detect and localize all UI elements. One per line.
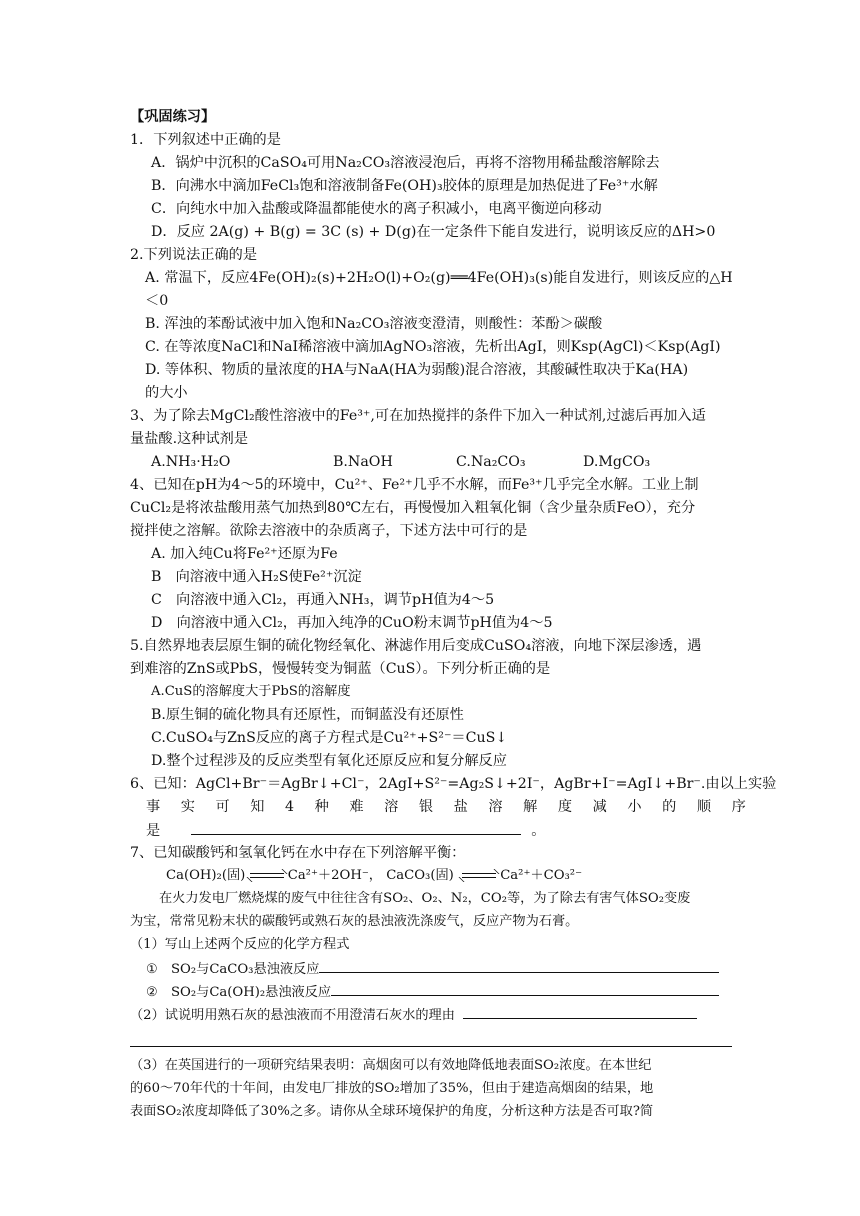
q6-word: 银 (418, 799, 434, 815)
q7-sub3-cont-2: 表面SO₂浓度却降低了30%之多。请你从全球环境保护的角度，分析这种方法是否可取?简 (130, 1104, 654, 1119)
q4-option-d: D 向溶液中通入Cl₂，再加入纯净的CuO粉末调节pH值为4～5 (151, 615, 553, 631)
q6-word: 溶 (384, 799, 399, 815)
q6-word: 度 (557, 799, 573, 815)
q6-word: 4 (285, 799, 295, 815)
q6-word: 种 (314, 799, 329, 815)
q6-word: 减 (592, 799, 607, 815)
q7-sub2-label: （2）试说明用熟石灰的悬浊液而不用澄清石灰水的理由 (130, 1008, 455, 1023)
q6-word: 溶 (488, 799, 503, 815)
q2-option-c: C. 在等浓度NaCl和NaI稀溶液中滴加AgNO₃溶液，先析出AgI，则Ksp(AgCl)＜Ksp(AgI) (145, 339, 721, 355)
q3-option-d: D.MgCO₃ (583, 454, 651, 470)
q6-word: 事 (146, 799, 161, 815)
q5-option-a: A.CuS的溶解度大于PbS的溶解度 (151, 684, 351, 699)
q6-question (146, 796, 746, 818)
q2-option-a-cont: ＜0 (145, 293, 169, 309)
q7-sub2-answer-line[interactable] (130, 1046, 732, 1047)
q1-option-a: A．锅炉中沉积的CaSO₄可用Na₂CO₃溶液浸泡后，再将不溶物用稀盐酸溶解除去 (151, 155, 660, 171)
q7-sub1b-blank[interactable] (331, 980, 719, 996)
q4-option-a: A. 加入纯Cu将Fe²⁺还原为Fe (151, 546, 338, 562)
q5-option-d: D.整个过程涉及的反应类型有氧化还原反应和复分解反应 (151, 753, 507, 769)
q5-option-b: B.原生铜的硫化物具有还原性，而铜蓝没有还原性 (151, 707, 464, 723)
eq1-left: Ca(OH)₂(固) (166, 868, 246, 883)
q2-option-b: B. 浑浊的苯酚试液中加入饱和Na₂CO₃溶液变澄清，则酸性：苯酚＞碳酸 (145, 316, 603, 332)
q6-word: 序 (731, 799, 746, 815)
q1-stem: 1．下列叙述中正确的是 (130, 132, 281, 148)
q7-sub1b (146, 980, 719, 1004)
q2-stem: 2.下列说法正确的是 (130, 247, 258, 263)
q3-option-a: A.NH₃·H₂O (151, 454, 231, 470)
q6-answer-blank[interactable] (191, 819, 521, 835)
q1-option-b: B．向沸水中滴加FeCl₃饱和溶液制备Fe(OH)₃胶体的原理是加热促进了Fe³⁺水解 (151, 178, 658, 194)
q1-option-c: C．向纯水中加入盐酸或降温都能使水的离子积减小，电离平衡逆向移动 (151, 201, 602, 217)
q7-stem: 7、已知碳酸钙和氢氧化钙在水中存在下列溶解平衡： (130, 845, 466, 861)
q5-stem: 5.自然界地表层原生铜的硫化物经氧化、淋滤作用后变成CuSO₄溶液，向地下深层渗透，遇 (130, 638, 702, 654)
q1-option-d: D．反应 2A(g) + B(g) = 3C (s) + D(g)在一定条件下能自发进行，说明该反应的ΔH>0 (151, 224, 716, 240)
q7-sub1b-label: ② SO₂与Ca(OH)₂悬浊液反应 (146, 985, 332, 1000)
q7-sub1: （1）写山上述两个反应的化学方程式 (130, 937, 350, 952)
q5-stem-cont: 到难溶的ZnS或PbS，慢慢转变为铜蓝（CuS）。下列分析正确的是 (130, 661, 551, 677)
q6-answer-prefix: 是 (146, 823, 161, 839)
q7-equilibria (166, 865, 582, 887)
eq2-left: CaCO₃(固) (386, 868, 454, 883)
q6-word: 顺 (696, 799, 712, 815)
q7-paragraph: 在火力发电厂燃烧煤的废气中往往含有SO₂、O₂、N₂，CO₂等，为了除去有害气体SO₂变废 (159, 891, 691, 906)
q2-option-d: D. 等体积、物质的量浓度的HA与NaA(HA为弱酸)混合溶液，其酸碱性取决于Ka(HA) (145, 362, 689, 378)
q7-sub1a (146, 957, 719, 981)
q7-sub2 (130, 1003, 697, 1027)
q7-sub3: （3）在英国进行的一项研究结果表明：高烟囱可以有效地降低地表面SO₂浓度。在本世纪 (130, 1058, 652, 1073)
q3-option-c: C.Na₂CO₃ (456, 454, 526, 470)
q5-option-c: C.CuSO₄与ZnS反应的离子方程式是Cu²⁺+S²⁻＝CuS↓ (151, 730, 508, 746)
q4-stem: 4、已知在pH为4～5的环境中，Cu²⁺、Fe²⁺几乎不水解，而Fe³⁺几乎完全水解。工业上制 (130, 477, 699, 493)
q4-stem-cont-1: CuCl₂是将浓盐酸用蒸气加热到80℃左右，再慢慢加入粗氧化铜（含少量杂质FeO），充分 (130, 500, 696, 516)
eq1-right: Ca²⁺＋2OH⁻ (287, 868, 369, 883)
q4-option-c: C 向溶液中通入Cl₂，再通入NH₃，调节pH值为4～5 (151, 592, 495, 608)
q7-sub1a-blank[interactable] (319, 957, 719, 973)
section-header: 【巩固练习】 (130, 109, 216, 125)
q3-stem: 3、为了除去MgCl₂酸性溶液中的Fe³⁺,可在加热搅拌的条件下加入一种试剂,过滤后再加入适 (130, 408, 706, 424)
q6-word: 实 (180, 799, 195, 815)
q3-stem-cont: 量盐酸.这种试剂是 (130, 431, 249, 447)
q6-word: 小 (627, 799, 642, 815)
q6-word: 知 (250, 799, 265, 815)
q6-answer-suffix: 。 (531, 823, 546, 839)
q7-paragraph-cont: 为宝，常常见粉末状的碳酸钙或熟石灰的悬浊液洗涤废气，反应产物为石膏。 (130, 914, 579, 929)
q6-word: 解 (523, 799, 538, 815)
q6-answer-line (146, 819, 545, 842)
q2-option-a: A. 常温下，反应4Fe(OH)₂(s)+2H₂O(l)+O₂(g)══4Fe(OH)₃(s)能自发进行，则该反应的△H (145, 270, 733, 286)
q7-sub3-cont-1: 的60～70年代的十年间，由发电厂排放的SO₂增加了35%，但由于建造高烟囱的结果，地 (130, 1081, 654, 1096)
q6-word: 可 (215, 799, 230, 815)
eq-separator: ， (368, 868, 382, 883)
q2-option-d-cont: 的大小 (145, 385, 188, 401)
q6-word: 盐 (453, 799, 468, 815)
q6-word: 的 (662, 799, 677, 815)
eq2-right: Ca²⁺＋CO₃²⁻ (500, 868, 583, 883)
equilibrium-arrow-icon (462, 871, 496, 880)
q4-option-b: B 向溶液中通入H₂S使Fe²⁺沉淀 (151, 569, 362, 585)
q4-stem-cont-2: 搅拌使之溶解。欲除去溶液中的杂质离子，下述方法中可行的是 (130, 523, 528, 539)
q6-word: 难 (349, 799, 364, 815)
q7-sub1a-label: ① SO₂与CaCO₃悬浊液反应 (146, 962, 320, 977)
q7-sub2-blank[interactable] (463, 1003, 697, 1019)
equilibrium-arrow-icon (250, 871, 284, 880)
q6-given: 6、已知：AgCl+Br⁻＝AgBr↓+Cl⁻，2AgI+S²⁻=Ag₂S↓+2I⁻，AgBr+I⁻=AgI↓+Br⁻.由以上实验 (130, 776, 777, 792)
q3-option-b: B.NaOH (333, 454, 393, 470)
